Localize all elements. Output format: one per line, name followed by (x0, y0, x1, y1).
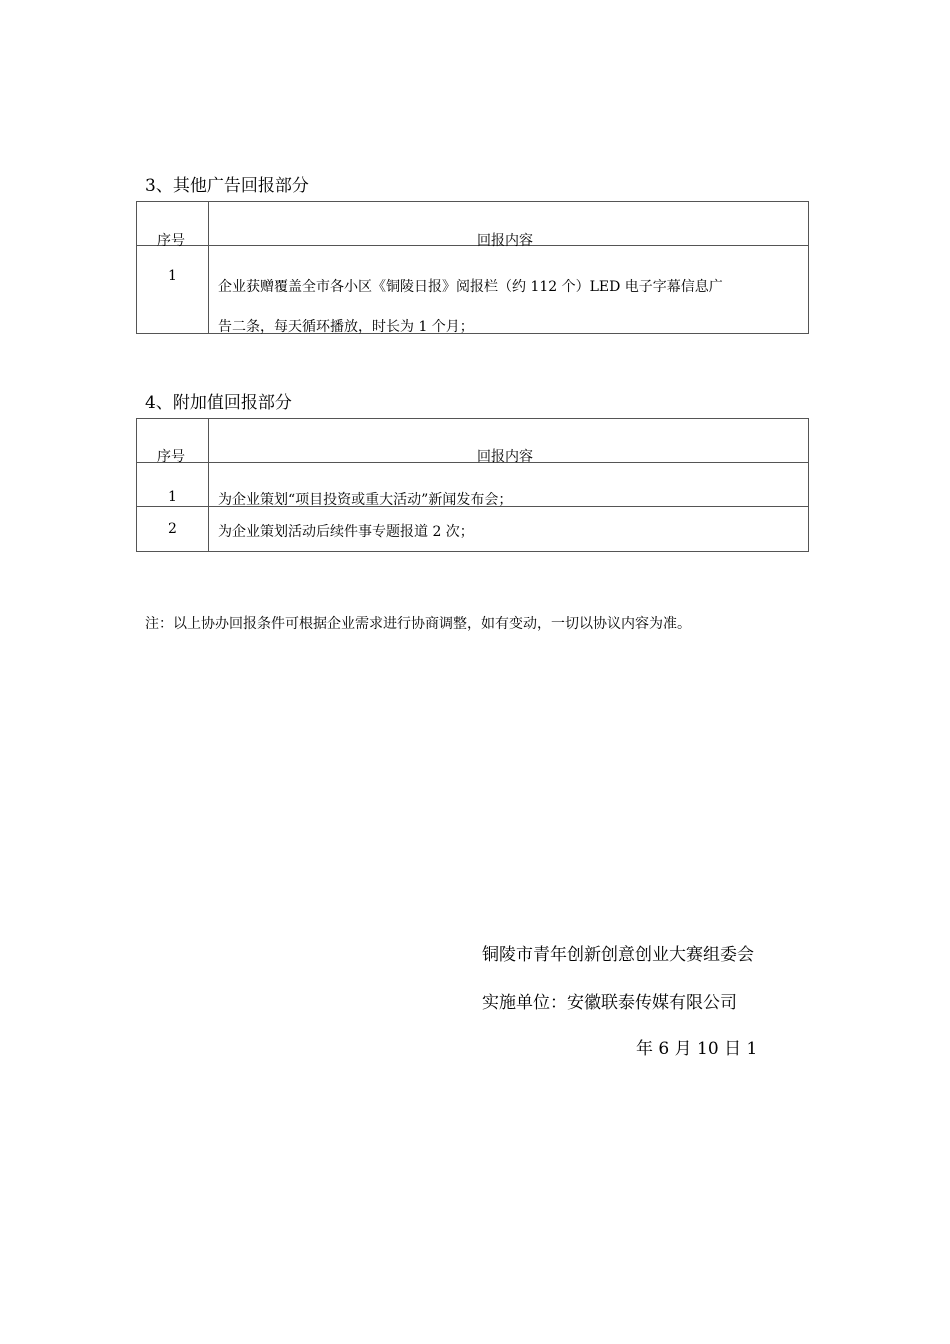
header-cell-content (209, 202, 809, 249)
row-content-line1: 企业获赠覆盖全市各小区《铜陵日报》阅报栏（约 112 个）LED 电子字幕信息广 (218, 279, 723, 295)
row-no-cell (137, 507, 209, 552)
header-no-label: 序号 (157, 233, 185, 249)
row-content-cell (209, 246, 809, 334)
signature-date: 年 6 月 10 日 1 (636, 1039, 758, 1059)
row-content: 为企业策划活动后续件事专题报道 2 次； (218, 524, 474, 540)
table-row (137, 463, 809, 507)
header-cell-no (137, 202, 209, 249)
section3-table (136, 201, 809, 334)
row-no-cell (137, 463, 209, 507)
table-header-row (137, 202, 809, 246)
row-content: 为企业策划“项目投资或重大活动”新闻发布会； (218, 492, 513, 508)
note-text: 注：以上协办回报条件可根据企业需求进行协商调整，如有变动，一切以协议内容为准。 (145, 616, 691, 632)
row-no-cell (137, 246, 209, 334)
header-content-label: 回报内容 (477, 233, 533, 249)
section3-title: 3、其他广告回报部分 (145, 176, 309, 196)
row-no: 1 (168, 489, 177, 505)
signature-org: 铜陵市青年创新创意创业大赛组委会 (482, 945, 754, 965)
table-row (137, 507, 809, 552)
table-row (137, 246, 809, 334)
header-content-label: 回报内容 (477, 449, 533, 465)
header-cell-no (137, 419, 209, 463)
table-header-row (137, 419, 809, 463)
row-content-cell (209, 507, 809, 552)
row-content-cell (209, 463, 809, 507)
header-no-label: 序号 (157, 449, 185, 465)
section4-title: 4、附加值回报部分 (145, 393, 292, 413)
row-content-line2: 告二条，每天循环播放，时长为 1 个月； (218, 319, 474, 335)
row-no: 2 (168, 521, 177, 537)
signature-implementer: 实施单位：安徽联泰传媒有限公司 (482, 993, 737, 1013)
header-cell-content (209, 419, 809, 463)
row-no: 1 (168, 268, 177, 284)
section4-table (136, 418, 809, 552)
